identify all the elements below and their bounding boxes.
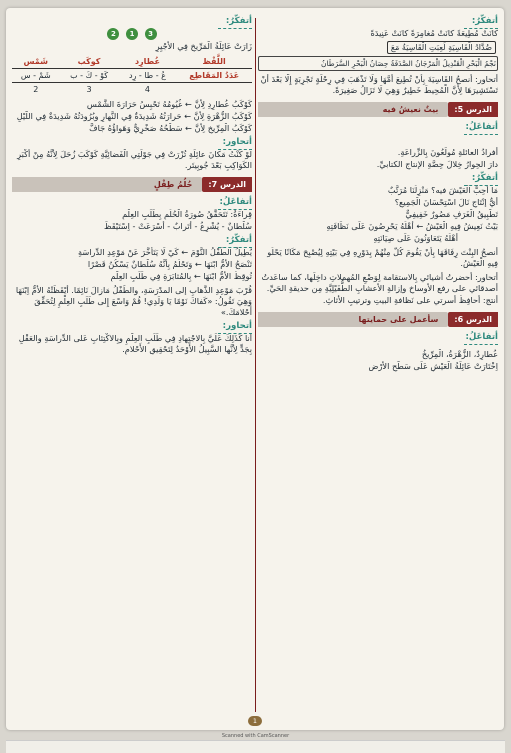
lesson-7-header [12, 176, 252, 192]
lesson-tag: الدرس 5: [448, 102, 498, 117]
table-header: عُطارِد [119, 55, 177, 69]
match-line: تَنْصَحُ الأُمُّ ابْنَهَا ← وَتَحْلُمُ بِأَنَّهُ سُلْطانٌ يَسْكُنُ قَصْرًا [87, 259, 252, 269]
interact-label: أتفاعَلُ: [219, 197, 252, 207]
table-header: اللَّفْظ [176, 55, 252, 69]
match-line: يُطِيلُ الطِّفْلُ النَّوْمَ ← كَيْ لَا يَتَأَخَّرَ عَنْ مَوْعِدِ الدِّراسَةِ [78, 247, 252, 257]
lesson-title: حُلُمُ طِفْلٍ [12, 177, 202, 192]
answer-line: قِراءَةُ: تَتَحَقَّقُ صُورَةُ الْحُلُمِ بِطَلَبِ العِلْمِ [122, 209, 252, 219]
answer-line: عُطارِدٌ، الزُّهْرَةُ، الْمِرِّيخُ [421, 349, 498, 359]
concept-map-items: نَجْمُ الْبَحْرِ الْقَنْدِيلُ الْمَرْجَانُ الصَّدَفَةُ حِصَانُ الْبَحْرِ السَّرَطَانُ [258, 56, 498, 71]
table-cell: كَوْ - كَ - ب [60, 69, 119, 83]
concept-map-top [258, 41, 498, 54]
order-numbers [12, 28, 252, 40]
activity-paragraph: أتحاور: أحضرتُ أشيائي بِالاستقامة لِوَضْعِ المُهملاتِ داخِلَها، كما ساعَدتُ أصدقائي على رفعِ الأوساخِ وإزالةِ الأعشابِ الطُّفَيْلِيَّةِ مِن حديقةِ الحَيِّ. [261, 272, 498, 293]
answer-paragraph: أنا كَذَلِكَ عَلَيَّ بِالاجْتِهادِ فِي طَلَبِ العِلْمِ وبِالاكْتِئابِ عَلى الدِّراسَةِ والعَقْلِ بِجَدٍّ لِأنَّها السَّبِيلُ الأَوْحَدُ لِتَحْقِيقِ الأَحْلامِ. [18, 333, 252, 354]
table-cell: 2 [33, 85, 39, 94]
number-badge: 2 [107, 28, 119, 40]
lesson-title: سأعمل على حمايتها [258, 312, 448, 327]
table-cell: عُ - طا - رِد [119, 69, 177, 83]
table-cell: 4 [144, 85, 150, 94]
scan-watermark: Scanned with CamScanner [221, 733, 290, 739]
syllable-table [12, 55, 252, 96]
interact-label: أتفاعَلُ: [465, 122, 498, 132]
answer-line: أفرادُ العائلةِ مُولَعُونَ بِالزِّراعَةِ. [397, 147, 498, 157]
answer-line: كَوْكَبُ عُطارِدِ لِأنَّ ← غُيُومُهُ تَحْبِسُ حَرَارَةَ الشَّمْسِ [86, 99, 252, 109]
number-badge: 3 [145, 28, 157, 40]
match-line: تُوقِظُ الأُمُّ ابْنَهَا ← بِالمُثابَرَةِ فِي طَلَبِ العِلْمِ [110, 271, 252, 281]
lesson-6-header [258, 311, 498, 327]
table-header: كوكَب [60, 55, 119, 69]
right-column [258, 14, 498, 716]
think-label: أتفكّرُ: [225, 16, 252, 26]
lesson-5-header [258, 101, 498, 117]
table-cell [176, 83, 252, 97]
think-label: أتفكّرُ: [471, 16, 498, 26]
answer-line: تَطْبِيقُ الْغَرَفِ مَصُورٌ خَفِيفِيٌّ [405, 209, 498, 219]
next-page-edge [6, 740, 505, 753]
dialogue-label: أتحاور: [222, 137, 252, 147]
table-cell: شَمْ - س [12, 69, 60, 83]
page-number: 1 [248, 716, 262, 726]
left-column [12, 14, 252, 716]
answer-line: سُلْطانٌ - يُشْرِعُ - أَتَرابٌ - أَسْرَعَتْ - اِسْتَيْقَظَ [103, 221, 252, 231]
answer-line: دارَ الحِوارُ خِلالَ حِصَّةِ الإنتاجِ الكتابيِّ. [376, 159, 498, 169]
answer-line: مَا أُحِبُّ الْعَيْشَ فيه؟ مَنْزِلُنَا مُرَتَّبٌ [387, 185, 498, 195]
table-header: شَمْس [12, 55, 60, 69]
answer-paragraph: قُرْبَ مَوْعِدِ الذَّهابِ إلى المدْرَسَةِ، والطِّفْلُ مَازالَ نَائِمًا. أَيْقَظَتْهُ الأُمُّ اِبْنَهَا وَهِيَ تَقُولُ: «كَفاكَ نَوْمًا يَا وَلَدِي! قُمْ وَاسْعَ إِلى طَلَبِ العِلْمِ لِتُحَقِّقَ أَحْلامَكَ.» [15, 285, 252, 317]
column-divider [255, 18, 256, 712]
answer-line: أيُّ إنْتَاجٍ نَالَ اسْتِحْسَانَ الْجَمِيعِ؟ [394, 197, 498, 207]
answer-line: كانَتْ مُطِيعَةً كانَتْ مُغامِرَةً كانَتْ عَنِيدَةً [370, 28, 498, 38]
answer-line: كَوْكَبُ الزُّهْرَةِ لِأنَّ ← حَرارَتُهُ شَدِيدَةٌ فِي النَّهارِ وبُرُودَتُهُ شَدِيدَةٌ فِي اللَّيْلِ [16, 111, 252, 121]
map-node: ضُدَّادُ الْقَاسِيَةِ لَعِبَتِ الْقَاسِيَةُ مَعَ [387, 41, 496, 54]
table-cell: عَدَدُ المَقَاطِع [176, 69, 252, 83]
interact-label: أتفاعَلُ: [465, 332, 498, 342]
number-badge: 1 [126, 28, 138, 40]
answer-line: اِخْتَارَتْ عَائِلَةُ الْعَيْشِ عَلَى سَطْحِ الأرْضِ [368, 361, 498, 371]
answer-line: زَارَتْ عَائِلَةُ الْمَرِّيخِ فِي الأَجْيِرِ [155, 41, 252, 51]
answer-line: بَيْتُ نَعِيشُ فِيهِ الْعَيْشُ ← أَهْلُهُ يَحْرِصُونَ عَلَى نَظَافَتِهِ [326, 221, 498, 231]
advice-paragraph: أتحاور: أنصحُ القَاسِيَةَ بِأنْ تُطِيعَ أُمَّهَا وَلَا تَذْهَبَ فِي رِحْلَةٍ تَجْرِبَةٍ إِلَّا بَعْدَ أَنْ تَسْتَشِيرَهَا لِأَنَّ الْمُحِيطَ خَطِيرٌ وَهِيَ لَا تَزَالُ صَغِيرَةً. [260, 74, 498, 95]
lesson-tag: الدرس 6: [448, 312, 498, 327]
answer-line: كَوْكَبُ الْمِرِّيخِ لِأنَّ ← سَطْحُهُ صَخْرِيٌّ وَهَواؤُهُ جَافٌّ [89, 123, 252, 133]
answer-line: أَهْلُهُ يَتَعَاوَنُونَ عَلَى صِيَانَتِهِ [373, 233, 458, 243]
lesson-tag: الدرس 7: [202, 177, 252, 192]
produce-paragraph: أنتج: أُحافِظُ أُسرتي على نَظافةِ البيتِ وترتيبِ الأثاثِ. [322, 295, 498, 305]
think-label: أتفكّرُ: [471, 173, 498, 183]
advice-paragraph: أنصحُ البِنْتَ رِفَاقَهَا بِأَنْ يَقُومَ كُلٌّ مِنْهُمْ بِدَوْرِهِ فِي بَيْتِهِ لِيُصْبِحَ مَكَانًا يَحْلُو فِيهِ الْعَيْشُ. [267, 247, 498, 268]
dialogue-label: أتحاور: [222, 321, 252, 331]
worksheet-page [6, 8, 504, 730]
answer-paragraph: لَوْ كُنْتُ مَكانَ عائِلَةِ تُزْرَتْ فِي جَوْلَتِي الْفَضائِيَّةِ كَوْكَبَ زُحَلَ لِأنَّهُ مِنْ أَكْبَرِ الكَوَاكِبِ بَعْدَ جُوبِيتَر. [17, 149, 252, 170]
lesson-title: بيتٌ نعيشُ فيه [258, 102, 448, 117]
think-label: أتفكّرُ: [225, 235, 252, 245]
table-cell: 3 [86, 85, 92, 94]
